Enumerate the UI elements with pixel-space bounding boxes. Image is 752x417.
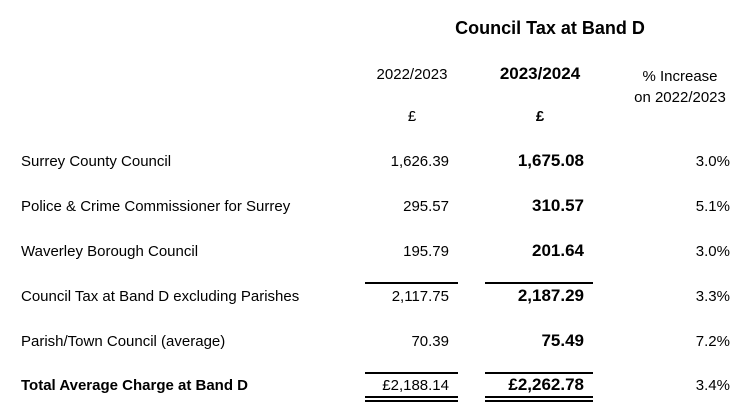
column-header-percent-increase (620, 66, 740, 108)
subtotal-rule-2022 (365, 282, 458, 284)
value-2023: 75.49 (541, 331, 584, 350)
row-label: Parish/Town Council (average) (21, 333, 226, 350)
percent-increase: 3.0% (695, 243, 730, 260)
row-label: Police & Crime Commissioner for Surrey (21, 198, 291, 215)
total-double-rule-2023-b (485, 400, 593, 402)
row-label: Total Average Charge at Band D (21, 377, 248, 394)
total-double-rule-2023-a (485, 396, 593, 398)
percent-increase: 3.0% (695, 153, 730, 170)
value-2022: 70.39 (411, 333, 449, 350)
percent-increase: 7.2% (695, 333, 730, 350)
value-2022: 2,117.75 (391, 288, 449, 305)
value-2023: 2,187.29 (517, 286, 584, 305)
row-label: Surrey County Council (21, 153, 172, 170)
value-2023: 310.57 (532, 196, 584, 215)
column-header-line2: on 2022/2023 (634, 89, 726, 106)
row-label: Council Tax at Band D excluding Parishes (21, 288, 300, 305)
total-double-rule-2022-b (365, 400, 458, 402)
row-label: Waverley Borough Council (21, 243, 199, 260)
value-2022: 1,626.39 (390, 153, 449, 170)
value-2023: 201.64 (532, 241, 584, 260)
value-2022: 295.57 (403, 198, 449, 215)
subtotal-rule-2023 (485, 282, 593, 284)
value-2022: 195.79 (403, 243, 449, 260)
total-top-rule-2023 (485, 372, 593, 374)
total-top-rule-2022 (365, 372, 458, 374)
column-header-2023-2024: 2023/2024 (499, 64, 581, 83)
table-title: Council Tax at Band D (455, 18, 645, 38)
value-2022: £2,188.14 (382, 377, 449, 394)
column-header-line1: % Increase (642, 68, 718, 85)
currency-unit-2022: £ (407, 108, 417, 125)
percent-increase: 5.1% (695, 198, 730, 215)
total-double-rule-2022-a (365, 396, 458, 398)
currency-unit-2023: £ (535, 108, 545, 125)
value-2023: £2,262.78 (508, 375, 584, 394)
percent-increase: 3.3% (695, 288, 730, 305)
percent-increase: 3.4% (695, 377, 730, 394)
column-header-2022-2023: 2022/2023 (376, 66, 448, 83)
value-2023: 1,675.08 (517, 151, 584, 170)
